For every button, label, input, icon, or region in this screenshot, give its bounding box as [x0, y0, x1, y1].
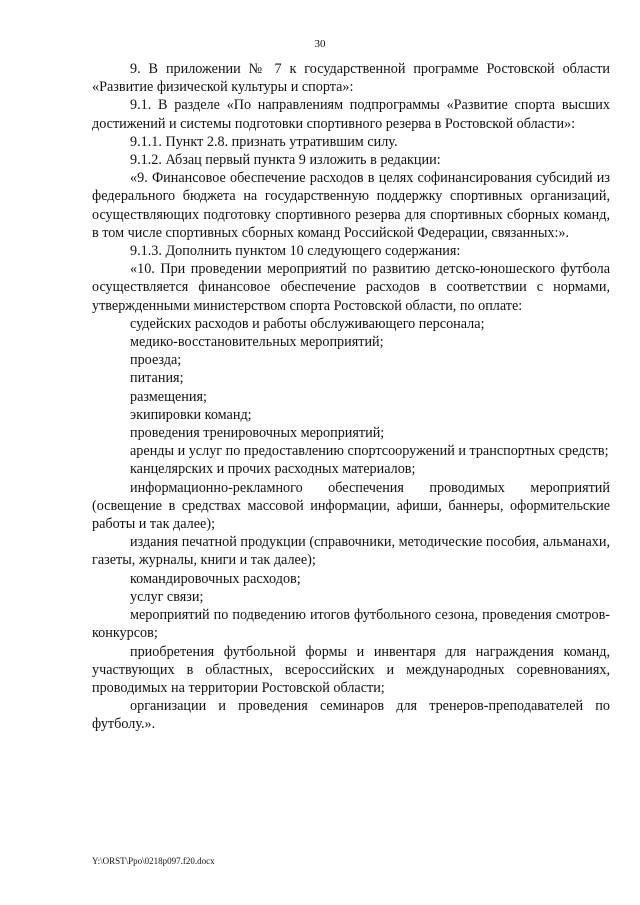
paragraph-9-1: 9.1. В разделе «По направлениям подпрограммы «Развитие спорта высших достижений и системы подготовки спортивного резерва в Ростовской области»:	[92, 97, 610, 132]
paragraph-9-1-2: 9.1.2. Абзац первый пункта 9 изложить в редакции:	[130, 152, 441, 169]
page-number: 30	[314, 38, 326, 50]
list-item: проведения тренировочных мероприятий;	[130, 425, 385, 442]
paragraph-9: 9. В приложении № 7 к государственной программе Ростовской области «Развитие физической культуры и спорта»:	[92, 61, 610, 96]
list-item: приобретения футбольной формы и инвентаря для награждения команд, участвующих в областных, всероссийских и международных соревнованиях, проводимых на территории Ростовской области;	[92, 643, 610, 696]
list-item: экипировки команд;	[130, 406, 252, 423]
list-item: питания;	[130, 370, 184, 387]
list-item: судейских расходов и работы обслуживающего персонала;	[130, 315, 485, 332]
list-item: проезда;	[130, 352, 182, 369]
list-item: издания печатной продукции (справочники, методические пособия, альманахи, газеты, журналы, книги и так далее);	[92, 534, 610, 569]
list-item: канцелярских и прочих расходных материалов;	[130, 461, 416, 478]
quote-point-10: «10. При проведении мероприятий по развитию детско-юношеского футбола осуществляется финансовое обеспечение расходов в соответствии с нормами, утвержденными министерством спорта Ростовской области, по оплате:	[92, 261, 610, 314]
list-item: медико-восстановительных мероприятий;	[130, 334, 384, 351]
file-path-footer: Y:\ORST\Ppo\0218p097.f20.docx	[92, 856, 215, 866]
list-item: мероприятий по подведению итогов футбольного сезона, проведения смотров-конкурсов;	[92, 607, 610, 642]
list-item: размещения;	[130, 388, 207, 405]
paragraph-9-1-1: 9.1.1. Пункт 2.8. признать утратившим силу.	[130, 133, 398, 150]
list-item: аренды и услуг по предоставлению спортсооружений и транспортных средств;	[130, 443, 609, 460]
list-item: командировочных расходов;	[130, 570, 301, 587]
list-item: услуг связи;	[130, 588, 204, 605]
quote-point-9: «9. Финансовое обеспечение расходов в целях софинансирования субсидий из федерального бюджета на государственную поддержку спортивных организаций, осуществляющих подготовку спортивного резерва для спортивных сборных команд, в том числе спортивных сборных команд Российской Федерации, связанных:».	[92, 170, 610, 241]
list-item: информационно-рекламного обеспечения проводимых мероприятий (освещение в средствах массовой информации, афиши, баннеры, оформительские работы и так далее);	[92, 479, 610, 533]
list-item: организации и проведения семинаров для тренеров-преподавателей по футболу.».	[92, 698, 610, 733]
paragraph-9-1-3: 9.1.3. Дополнить пунктом 10 следующего содержания:	[130, 243, 461, 260]
document-body	[92, 60, 610, 734]
